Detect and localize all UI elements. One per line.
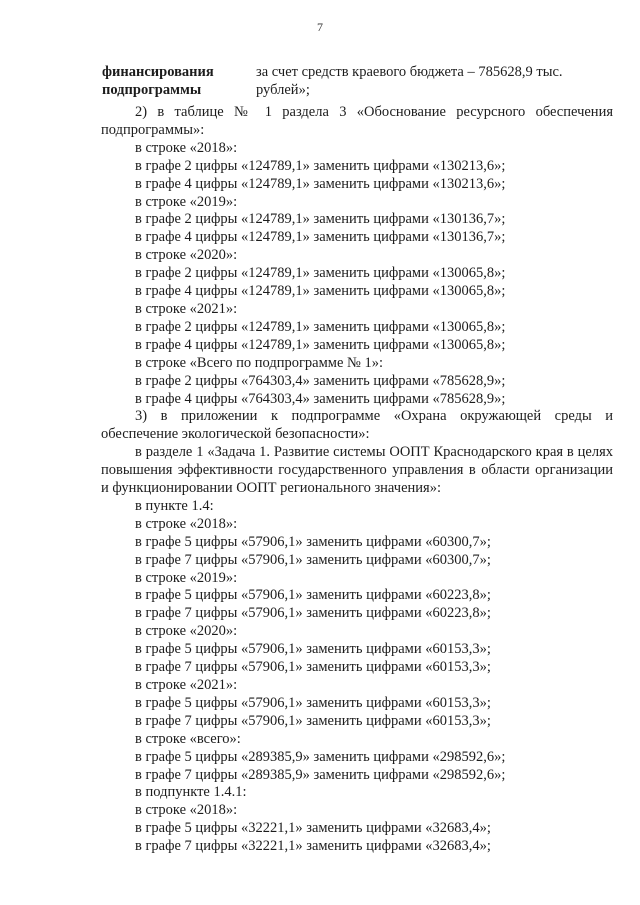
change-line: в графе 7 цифры «32221,1» заменить цифрами «32683,4»;: [135, 838, 491, 855]
change-line: в графе 7 цифры «57906,1» заменить цифрами «60223,8»;: [135, 605, 491, 622]
change-line: в графе 2 цифры «124789,1» заменить цифрами «130213,6»;: [135, 157, 506, 174]
change-line: в графе 4 цифры «764303,4» заменить цифрами «785628,9»;: [135, 390, 506, 407]
paragraph-table-1: 2) в таблице № 1 раздела 3 «Обоснование ресурсного обеспечения подпрограммы»:: [101, 104, 613, 138]
document-body: [101, 104, 613, 856]
change-line: в графе 5 цифры «57906,1» заменить цифрами «60153,3»;: [135, 694, 491, 711]
change-line: в графе 5 цифры «289385,9» заменить цифрами «298592,6»;: [135, 748, 506, 765]
change-line: в строке «2021»:: [135, 300, 238, 317]
change-line: в строке «Всего по подпрограмме № 1»:: [135, 354, 383, 371]
change-line: в графе 2 цифры «764303,4» заменить цифрами «785628,9»;: [135, 372, 506, 389]
change-line: в графе 4 цифры «124789,1» заменить цифрами «130065,8»;: [135, 336, 506, 353]
change-line: в строке «2020»:: [135, 247, 238, 264]
change-line: в строке «2019»:: [135, 569, 238, 586]
change-line: в графе 4 цифры «124789,1» заменить цифрами «130136,7»;: [135, 229, 506, 246]
change-line: в строке «2018»:: [135, 139, 238, 156]
change-line: в строке «2021»:: [135, 677, 238, 693]
financing-value-line: рублей»;: [256, 82, 310, 98]
change-line: в строке «2018»:: [135, 802, 238, 819]
change-line: в графе 7 цифры «57906,1» заменить цифрами «60153,3»;: [135, 659, 491, 676]
paragraph-appendix: 3) в приложении к подпрограмме «Охрана окружающей среды и обеспечение экологической безопасности»:: [101, 408, 613, 443]
change-line: в строке «всего»:: [135, 730, 241, 747]
change-line: в графе 2 цифры «124789,1» заменить цифрами «130065,8»;: [135, 265, 506, 282]
change-line: в графе 7 цифры «57906,1» заменить цифрами «60153,3»;: [135, 712, 491, 729]
change-line: в графе 7 цифры «289385,9» заменить цифрами «298592,6»;: [135, 766, 506, 783]
change-line: в графе 4 цифры «124789,1» заменить цифрами «130065,8»;: [135, 283, 506, 300]
change-line: в графе 5 цифры «57906,1» заменить цифрами «60223,8»;: [135, 587, 491, 604]
page-number: 7: [317, 20, 323, 34]
change-line: в графе 4 цифры «124789,1» заменить цифрами «130213,6»;: [135, 175, 506, 192]
change-line: в графе 5 цифры «32221,1» заменить цифрами «32683,4»;: [135, 820, 491, 837]
table-1-changes: [101, 140, 613, 409]
change-line: в графе 5 цифры «57906,1» заменить цифрами «60300,7»;: [135, 533, 491, 550]
change-line: в пункте 1.4:: [135, 497, 214, 514]
financing-label: [102, 63, 252, 99]
appendix-changes: [101, 498, 613, 856]
change-line: в строке «2019»:: [135, 193, 238, 210]
change-line: в строке «2018»:: [135, 515, 238, 532]
financing-label-line: подпрограммы: [102, 82, 202, 98]
change-line: в строке «2020»:: [135, 623, 238, 640]
financing-header: [96, 63, 616, 103]
financing-value: [256, 63, 616, 99]
change-line: в графе 2 цифры «124789,1» заменить цифрами «130136,7»;: [135, 211, 506, 228]
change-line: в графе 7 цифры «57906,1» заменить цифрами «60300,7»;: [135, 551, 491, 568]
financing-value-line: за счет средств краевого бюджета – 785628,9 тыс.: [256, 64, 563, 80]
paragraph-section-1: в разделе 1 «Задача 1. Развитие системы ООПТ Краснодарского края в целях повышения эффективности государственного управления в области организации и функционировании ООПТ регионального значения»:: [101, 444, 613, 497]
financing-label-line: финансирования: [102, 64, 214, 80]
change-line: в подпункте 1.4.1:: [135, 784, 247, 801]
change-line: в графе 2 цифры «124789,1» заменить цифрами «130065,8»;: [135, 318, 506, 335]
change-line: в графе 5 цифры «57906,1» заменить цифрами «60153,3»;: [135, 641, 491, 658]
